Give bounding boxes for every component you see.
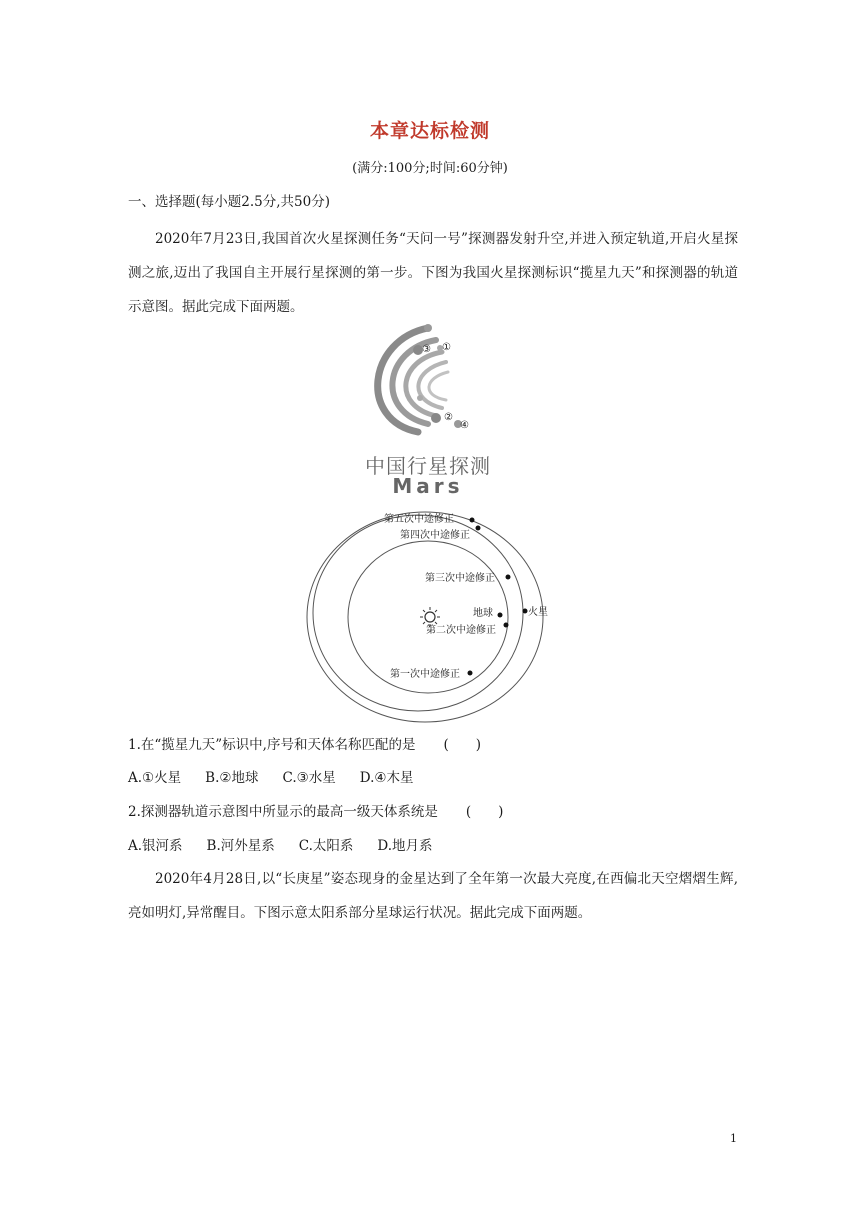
question-1-options xyxy=(128,766,437,786)
point-second-correction xyxy=(504,623,509,628)
logo-text-mars: Mars xyxy=(392,474,464,498)
q1-option-c: C.③水星 xyxy=(282,770,336,786)
question-1 xyxy=(128,733,481,753)
question-1-stem: 1.在“揽星九天”标识中,序号和天体名称匹配的是 xyxy=(128,737,416,753)
point-first-correction xyxy=(468,671,473,676)
label-fifth-correction: 第五次中途修正 xyxy=(384,514,454,525)
q1-option-d: D.④木星 xyxy=(359,770,414,786)
passage-2-text: 2020年4月28日,以“长庚星”姿态现身的金星达到了全年第一次最大亮度,在西偏北天空熠熠生辉,亮如明灯,异常醒目。下图示意太阳系部分星球运行状况。据此完成下面两题。 xyxy=(128,871,738,921)
earth-point xyxy=(498,613,503,618)
q2-option-c: C.太阳系 xyxy=(298,838,354,854)
logo-marker-3: ③ xyxy=(422,344,431,355)
logo-marker-1: ① xyxy=(442,342,451,353)
orbit-diagram xyxy=(300,505,570,725)
question-2-options xyxy=(128,834,457,854)
q1-option-a: A.①火星 xyxy=(128,770,182,786)
point-fourth-correction xyxy=(476,526,481,531)
question-1-answer-paren: ( ) xyxy=(443,737,482,753)
q2-option-b: B.河外星系 xyxy=(206,838,275,854)
score-time-note: (满分:100分;时间:60分钟) xyxy=(352,161,508,176)
label-first-correction: 第一次中途修正 xyxy=(390,669,460,680)
page-title: 本章达标检测 xyxy=(369,120,490,142)
passage-2 xyxy=(128,862,738,930)
logo-text-chinese: 中国行星探测 xyxy=(365,454,491,478)
label-fourth-correction: 第四次中途修正 xyxy=(400,530,470,541)
question-2-answer-paren: ( ) xyxy=(465,804,504,820)
q2-option-a: A.银河系 xyxy=(128,838,183,854)
question-2-stem: 2.探测器轨道示意图中所显示的最高一级天体系统是 xyxy=(128,804,438,820)
label-third-correction: 第三次中途修正 xyxy=(425,573,495,584)
logo-arcs-graphic xyxy=(358,320,508,450)
question-2 xyxy=(128,800,503,820)
q2-option-d: D.地月系 xyxy=(377,838,433,854)
page-number: 1 xyxy=(730,1132,737,1145)
logo-marker-2: ② xyxy=(444,412,453,423)
label-mars: 火星 xyxy=(528,607,548,618)
sun-icon xyxy=(420,607,440,627)
section-heading: 一、选择题(每小题2.5分,共50分) xyxy=(128,194,330,210)
label-earth: 地球 xyxy=(473,608,493,619)
logo-marker-4: ④ xyxy=(460,420,469,431)
q1-option-b: B.②地球 xyxy=(205,770,259,786)
passage-1-text: 2020年7月23日,我国首次火星探测任务“天问一号”探测器发射升空,并进入预定轨道,开启火星探测之旅,迈出了我国自主开展行星探测的第一步。下图为我国火星探测标识“揽星九天”和探测器的轨道示意图。据此完成下面两题。 xyxy=(128,231,738,315)
point-fifth-correction xyxy=(470,518,475,523)
mars-point xyxy=(523,609,528,614)
passage-1 xyxy=(128,222,738,324)
point-third-correction xyxy=(506,575,511,580)
label-second-correction: 第二次中途修正 xyxy=(426,625,496,636)
